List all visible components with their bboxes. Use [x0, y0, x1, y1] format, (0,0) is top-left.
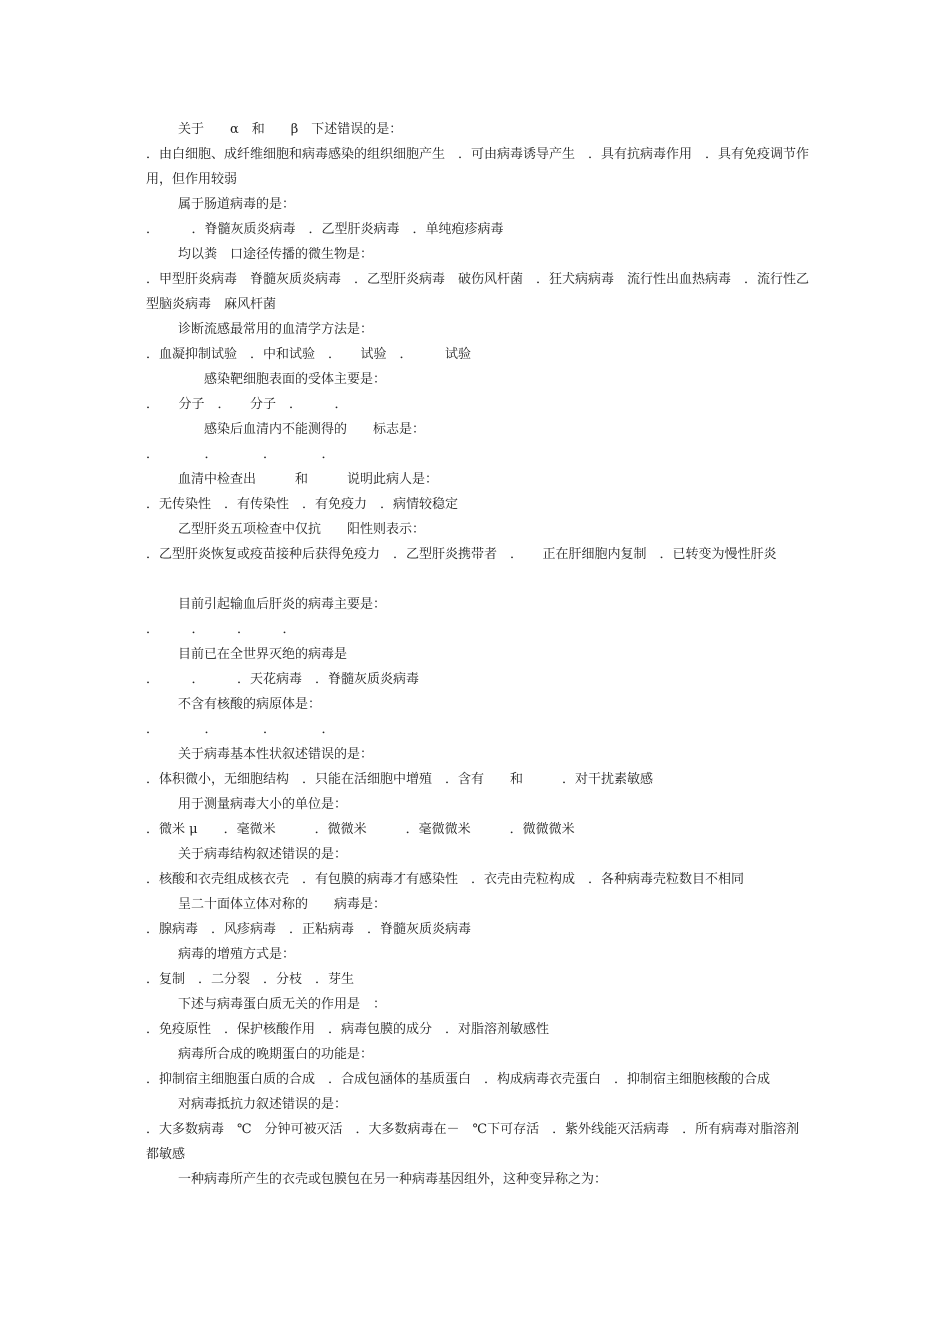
answer-options: ．大多数病毒 ℃ 分钟可被灭活 ．大多数病毒在－ ℃下可存活 ．紫外线能灭活病毒 ．所有病毒对脂溶剂都敏感 — [146, 1122, 800, 1162]
question-stem: 目前已在全世界灭绝的病毒是 — [178, 647, 348, 662]
answer-options: ． ． ． ． — [146, 622, 296, 637]
answer-options: ． ． ． ． — [146, 722, 335, 737]
answer-options: ．体积微小，无细胞结构 ．只能在活细胞中增殖 ．含有 和 ．对干扰素敏感 — [146, 772, 654, 787]
answer-options: ．由白细胞、成纤维细胞和病毒感染的组织细胞产生 ．可由病毒诱导产生 ．具有抗病毒作用 ．具有免疫调节作用，但作用较弱 — [146, 147, 810, 187]
question-stem: 关于病毒结构叙述错误的是： — [178, 847, 348, 862]
question-stem: 对病毒抵抗力叙述错误的是： — [178, 1097, 348, 1112]
answer-options: ． 分子 ． 分子 ． ． — [146, 397, 348, 412]
answer-options: ．复制 ．二分裂 ．分枝 ．芽生 — [146, 972, 355, 987]
question-stem: 病毒的增殖方式是： — [178, 947, 296, 962]
question-stem: 关于病毒基本性状叙述错误的是： — [178, 747, 374, 762]
answer-options: ．血凝抑制试验 ．中和试验 ． 试验 ． 试验 — [146, 347, 472, 362]
answer-options: ． ． ． ． — [146, 447, 335, 462]
question-stem: 乙型肝炎五项检查中仅抗 阳性则表示： — [178, 522, 426, 537]
question-stem: 不含有核酸的病原体是： — [178, 697, 322, 712]
question-stem: 呈二十面体立体对称的 病毒是： — [178, 897, 387, 912]
question-stem: 病毒所合成的晚期蛋白的功能是： — [178, 1047, 374, 1062]
answer-options: ．抑制宿主细胞蛋白质的合成 ．合成包涵体的基质蛋白 ．构成病毒衣壳蛋白 ．抑制宿主细胞核酸的合成 — [146, 1072, 771, 1087]
question-stem: 目前引起输血后肝炎的病毒主要是： — [178, 597, 387, 612]
question-stem: 诊断流感最常用的血清学方法是： — [178, 322, 374, 337]
question-stem: 血清中检查出 和 说明此病人是： — [178, 472, 439, 487]
question-stem: 一种病毒所产生的衣壳或包膜包在另一种病毒基因组外，这种变异称之为： — [178, 1172, 608, 1187]
answer-options: ．无传染性 ．有传染性 ．有免疫力 ．病情较稳定 — [146, 497, 459, 512]
answer-options: ．核酸和衣壳组成核衣壳 ．有包膜的病毒才有感染性 ．衣壳由壳粒构成 ．各种病毒壳粒数目不相同 — [146, 872, 745, 887]
question-stem: 用于测量病毒大小的单位是： — [178, 797, 348, 812]
answer-options: ． ．脊髓灰质炎病毒 ．乙型肝炎病毒 ．单纯疱疹病毒 — [146, 222, 504, 237]
answer-options: ．腺病毒 ．风疹病毒 ．正粘病毒 ．脊髓灰质炎病毒 — [146, 922, 472, 937]
answer-options: ．乙型肝炎恢复或疫苗接种后获得免疫力 ．乙型肝炎携带者 ． 正在肝细胞内复制 ．已转变为慢性肝炎 — [146, 547, 777, 562]
question-stem: 下述与病毒蛋白质无关的作用是 ： — [178, 997, 387, 1012]
answer-options: ．甲型肝炎病毒 脊髓灰质炎病毒 ．乙型肝炎病毒 破伤风杆菌 ．狂犬病病毒 流行性出血热病毒 ．流行性乙型脑炎病毒 麻风杆菌 — [146, 272, 810, 312]
question-stem: 关于 α 和 β 下述错误的是： — [178, 122, 403, 137]
answer-options: ． ． ．天花病毒 ．脊髓灰质炎病毒 — [146, 672, 420, 687]
question-stem: 均以粪 口途径传播的微生物是： — [178, 247, 374, 262]
question-stem: 属于肠道病毒的是： — [178, 197, 296, 212]
question-stem: 感染靶细胞表面的受体主要是： — [178, 372, 387, 387]
question-stem: 感染后血清内不能测得的 标志是： — [178, 422, 426, 437]
answer-options: ．免疫原性 ．保护核酸作用 ．病毒包膜的成分 ．对脂溶剂敏感性 — [146, 1022, 550, 1037]
answer-options: ．微米 μ ．毫微米 ．微微米 ．毫微微米 ．微微微米 — [146, 822, 575, 837]
